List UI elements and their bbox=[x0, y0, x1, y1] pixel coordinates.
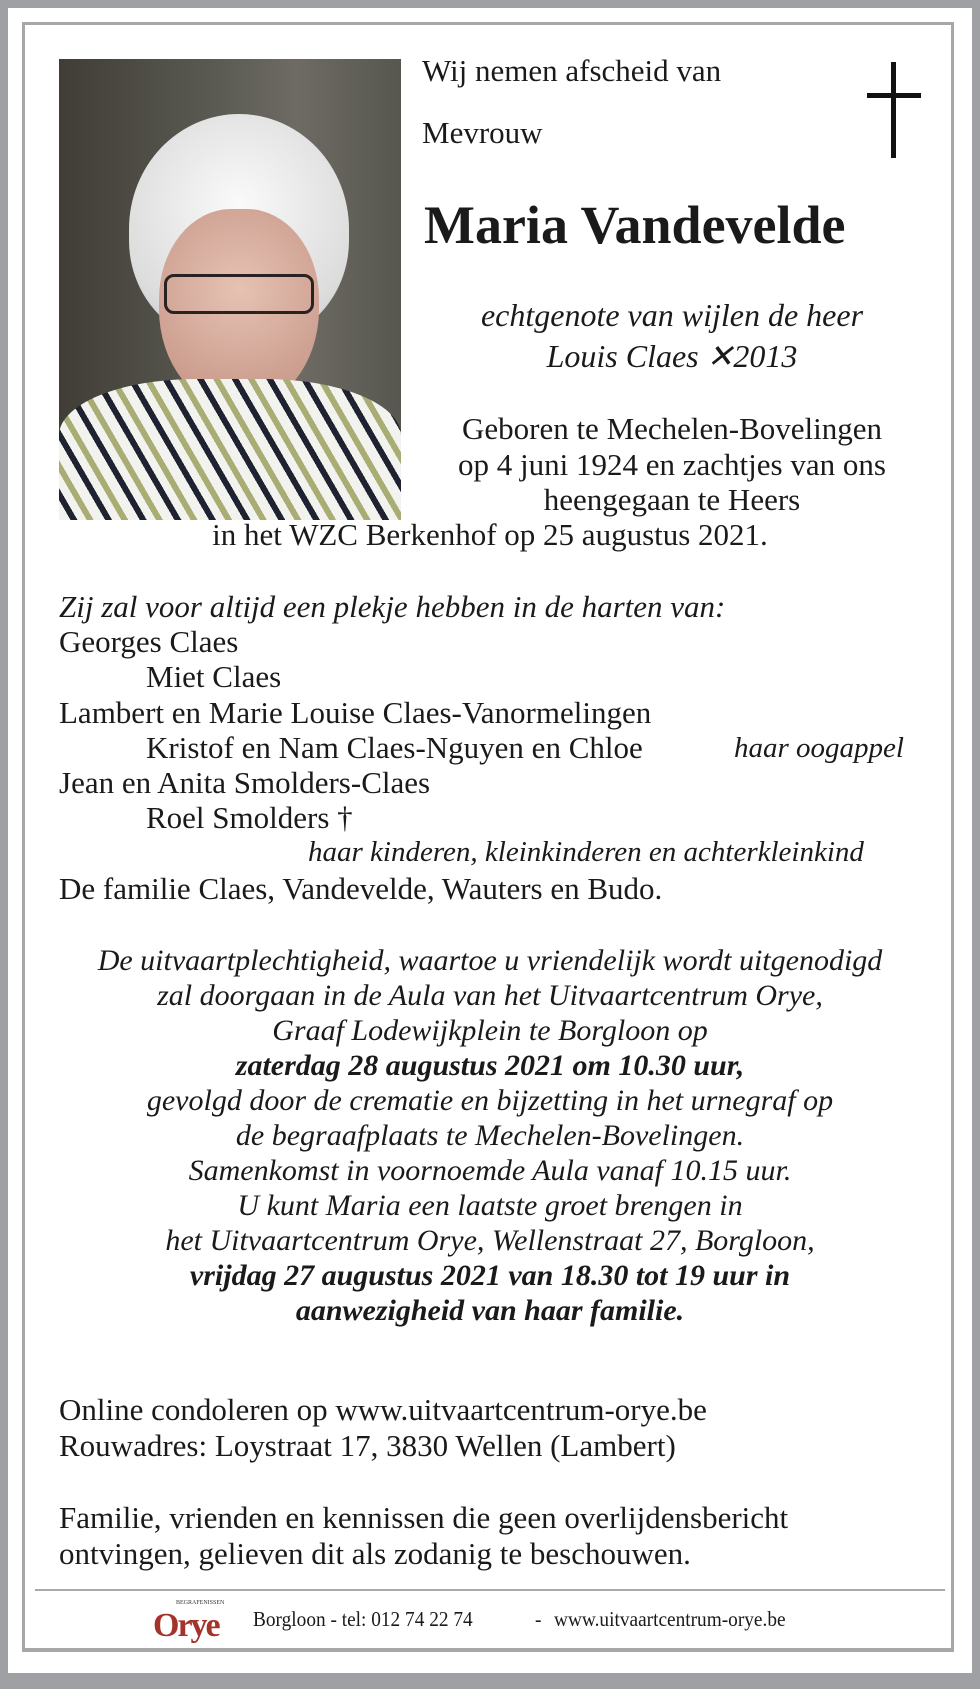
birth-line-3: heengegaan te Heers bbox=[543, 482, 801, 517]
birth-line-2: op 4 juni 1924 en zachtjes van ons bbox=[458, 447, 886, 482]
deceased-name: Maria Vandevelde bbox=[424, 195, 846, 255]
birth-line-4: in het WZC Berkenhof op 25 augustus 2021. bbox=[212, 517, 768, 552]
visitation-date: aanwezigheid van haar familie. bbox=[295, 1294, 685, 1327]
salutation: Mevrouw bbox=[422, 115, 543, 150]
funeral-line: gevolgd door de crematie en bijzetting in het urnegraf op bbox=[146, 1084, 834, 1117]
notice-line: ontvingen, gelieven dit als zodanig te beschouwen. bbox=[59, 1536, 691, 1571]
intro-text: Wij nemen afscheid van bbox=[422, 53, 722, 88]
family-line: Kristof en Nam Claes-Nguyen en Chloe bbox=[146, 730, 643, 765]
family-line: Jean en Anita Smolders-Claes bbox=[59, 765, 431, 800]
family-line: Lambert en Marie Louise Claes-Vanormelingen bbox=[59, 695, 652, 730]
mourning-address: Rouwadres: Loystraat 17, 3830 Wellen (Lambert) bbox=[59, 1428, 676, 1463]
family-line: Georges Claes bbox=[59, 624, 239, 659]
family-relation: haar kinderen, kleinkinderen en achterkleinkind bbox=[308, 836, 864, 868]
family-intro: Zij zal voor altijd een plekje hebben in de harten van: bbox=[59, 589, 726, 624]
funeral-line: U kunt Maria een laatste groet brengen in bbox=[237, 1189, 743, 1222]
family-line: Miet Claes bbox=[146, 659, 282, 694]
spouse-line-1: echtgenote van wijlen de heer bbox=[480, 297, 864, 333]
footer-website[interactable]: www.uitvaartcentrum-orye.be bbox=[554, 1607, 786, 1631]
footer-divider bbox=[35, 1589, 945, 1591]
footer-contact: Borgloon - tel: 012 74 22 74 bbox=[253, 1607, 473, 1631]
extended-family: De familie Claes, Vandevelde, Wauters en Budo. bbox=[59, 871, 663, 906]
footer-separator: - bbox=[535, 1607, 542, 1631]
orye-logo: Orye bbox=[153, 1607, 219, 1644]
funeral-date: zaterdag 28 augustus 2021 om 10.30 uur, bbox=[235, 1049, 745, 1082]
portrait-photo bbox=[59, 59, 401, 520]
funeral-line: zal doorgaan in de Aula van het Uitvaartcentrum Orye, bbox=[157, 979, 823, 1012]
orye-logo-subtitle: BEGRAFENISSEN bbox=[176, 1600, 225, 1606]
online-condolences: Online condoleren op www.uitvaartcentrum-orye.be bbox=[59, 1392, 707, 1427]
funeral-line: De uitvaartplechtigheid, waartoe u vriendelijk wordt uitgenodigd bbox=[97, 944, 883, 977]
funeral-line: Samenkomst in voornoemde Aula vanaf 10.15 uur. bbox=[188, 1154, 792, 1187]
oogappel-note: haar oogappel bbox=[734, 732, 904, 764]
spouse-line-2: Louis Claes ✕2013 bbox=[546, 338, 798, 374]
family-line: Roel Smolders † bbox=[146, 800, 353, 835]
notice-line: Familie, vrienden en kennissen die geen overlijdensbericht bbox=[59, 1500, 789, 1535]
birth-line-1: Geboren te Mechelen-Bovelingen bbox=[461, 411, 883, 446]
visitation-date: vrijdag 27 augustus 2021 van 18.30 tot 19 uur in bbox=[189, 1259, 791, 1292]
funeral-line: Graaf Lodewijkplein te Borgloon op bbox=[272, 1014, 708, 1047]
funeral-line: de begraafplaats te Mechelen-Bovelingen. bbox=[235, 1119, 745, 1152]
funeral-line: het Uitvaartcentrum Orye, Wellenstraat 27, Borgloon, bbox=[165, 1224, 815, 1257]
